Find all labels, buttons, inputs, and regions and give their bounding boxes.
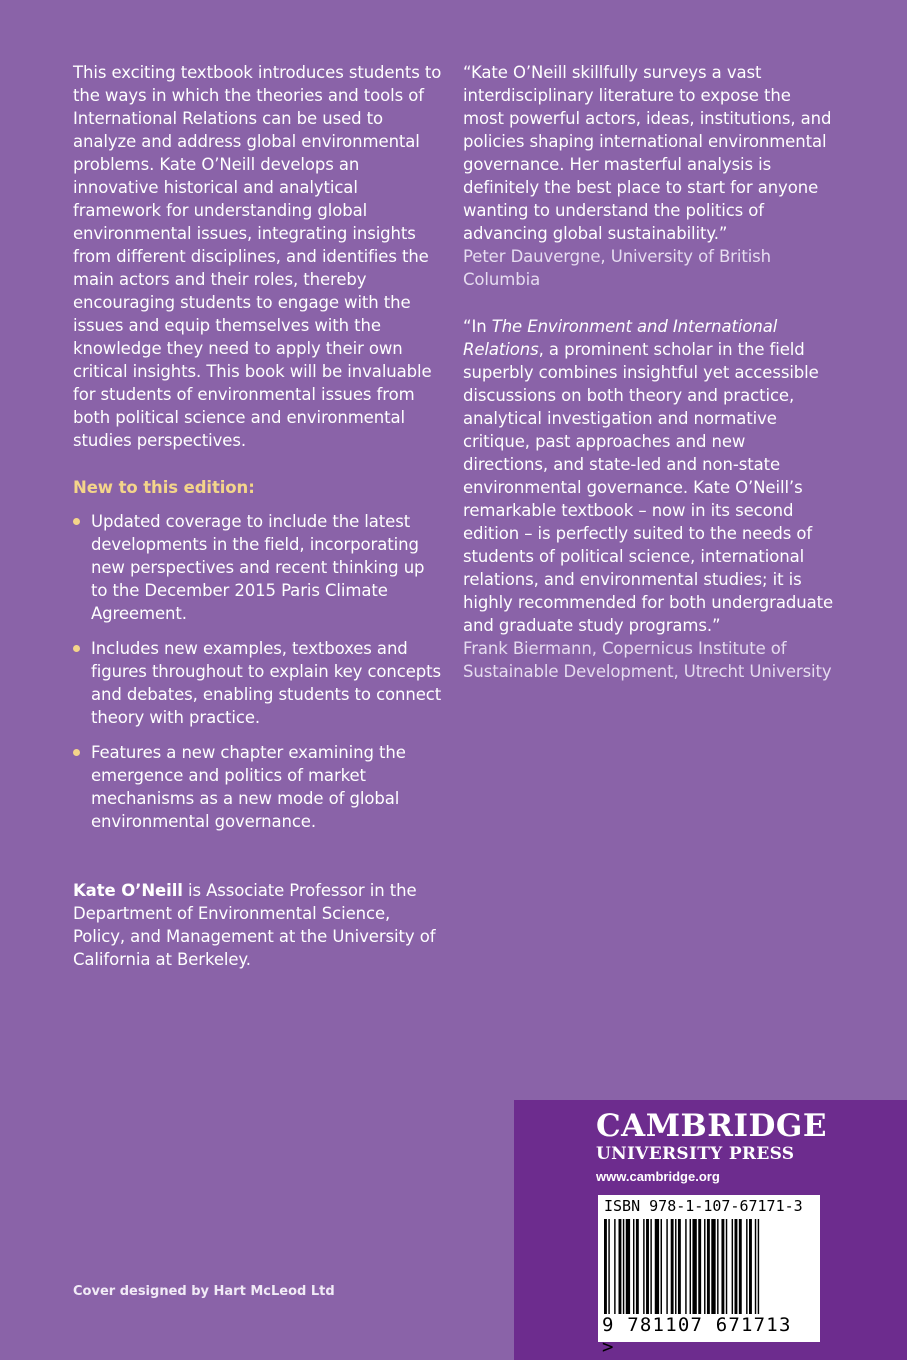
- author-bio: [73, 879, 445, 971]
- list-item: Updated coverage to include the latest developments in the field, incorporating new perspectives and recent thinking up to the December 2015 Paris Climate Agreement.: [73, 510, 445, 625]
- cover-credit: Cover designed by Hart McLeod Ltd: [73, 1284, 335, 1299]
- author-bio-text: is Associate Professor in the Department of Environmental Science, Policy, and Management at the University of California at Berkeley.: [73, 881, 436, 969]
- barcode-digits: 9 781107 671713 >: [602, 1314, 792, 1358]
- list-item: Includes new examples, textboxes and figures throughout to explain key concepts and debates, enabling students to connect theory with practice.: [73, 637, 445, 729]
- endorsement-attribution-2: Frank Biermann, Copernicus Institute of Sustainable Development, Utrecht University: [463, 639, 832, 681]
- new-edition-list: [73, 510, 445, 833]
- publisher-block: [514, 1100, 907, 1360]
- publisher-logo-name: CAMBRIDGE: [596, 1108, 827, 1144]
- bullet-icon: [73, 645, 80, 652]
- endorsement-quote-1: “Kate O’Neill skillfully surveys a vast interdisciplinary literature to expose the most powerful actors, ideas, institutions, and policies shaping international environmental governance. Her masterful analysis is definitely the best place to start for anyone wanting to understand the politics of advancing global sustainability.”: [463, 63, 832, 243]
- endorsement-attribution-1: Peter Dauvergne, University of British Columbia: [463, 247, 772, 289]
- publisher-url: www.cambridge.org: [596, 1169, 720, 1184]
- new-edition-heading: New to this edition:: [73, 478, 255, 497]
- barcode-box: [598, 1195, 820, 1358]
- book-title: The Environment and International Relations: [463, 317, 778, 359]
- endorsement-quote-2: “In The Environment and International Relations, a prominent scholar in the field superbly combines insightful yet accessible discussions on both theory and practice, analytical investigation and normative critique, past approaches and new directions, and state-led and non-state environmental governance. Kate O’Neill’s remarkable textbook – now in its second edition – is perfectly suited to the needs of students of political science, international relations, and environmental studies; it is highly recommended for both undergraduate and graduate study programs.”: [463, 317, 834, 635]
- list-item: Features a new chapter examining the emergence and politics of market mechanisms as a new mode of global environmental governance.: [73, 741, 445, 833]
- left-column: [73, 61, 445, 971]
- bullet-icon: [73, 749, 80, 756]
- right-column: [463, 61, 835, 683]
- author-name: Kate O’Neill: [73, 881, 183, 900]
- barcode-icon: [604, 1219, 814, 1314]
- isbn-label: ISBN 978-1-107-67171-3: [604, 1197, 803, 1215]
- bullet-icon: [73, 518, 80, 525]
- publisher-logo-subname: UNIVERSITY PRESS: [596, 1144, 795, 1164]
- intro-paragraph: This exciting textbook introduces students to the ways in which the theories and tools of International Relations can be used to analyze and address global environmental problems. Kate O’Neill develops an innovative historical and analytical framework for understanding global environmental issues, integrating insights from different disciplines, and identifies the main actors and their roles, thereby encouraging students to engage with the issues and equip themselves with the knowledge they need to apply their own critical insights. This book will be invaluable for students of environmental issues from both political science and environmental studies perspectives.: [73, 63, 442, 450]
